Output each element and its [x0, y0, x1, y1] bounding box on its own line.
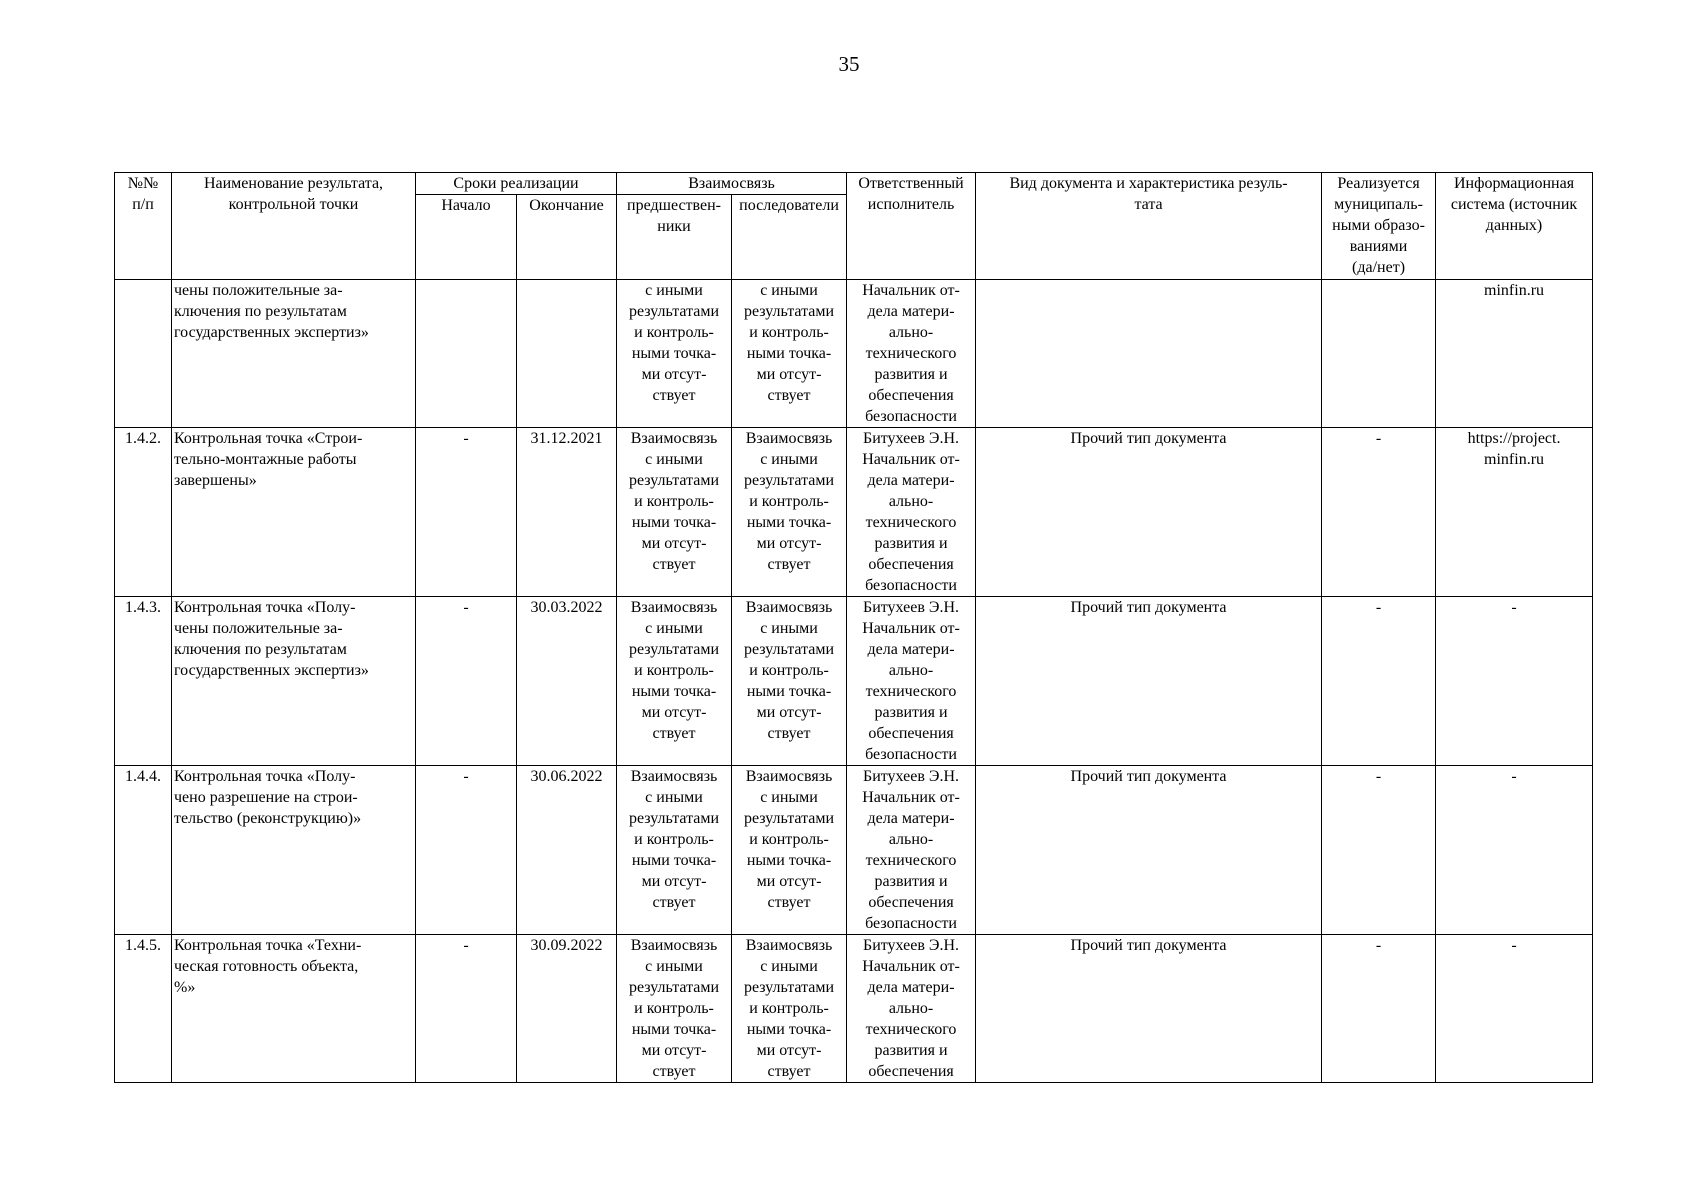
row-municipal: [1322, 280, 1436, 428]
header-end: Окончание: [517, 195, 617, 280]
row-doc-type: Прочий тип документа: [976, 935, 1322, 1083]
row-municipal: -: [1322, 428, 1436, 597]
row-num: [115, 280, 172, 428]
row-successors: с иными результатами и контроль- ными точка- ми отсут- ствует: [732, 280, 847, 428]
header-responsible: Ответственный исполнитель: [847, 173, 976, 280]
row-predecessors: с иными результатами и контроль- ными точка- ми отсут- ствует: [617, 280, 732, 428]
row-end: 30.03.2022: [517, 597, 617, 766]
header-relation: Взаимосвязь: [617, 173, 847, 195]
row-name: Контрольная точка «Строи- тельно-монтажные работы завершены»: [172, 428, 416, 597]
row-start: -: [416, 597, 517, 766]
header-successors: последователи: [732, 195, 847, 280]
table-row: [115, 428, 1593, 597]
row-successors: Взаимосвязь с иными результатами и контроль- ными точка- ми отсут- ствует: [732, 766, 847, 935]
row-start: -: [416, 428, 517, 597]
row-doc-type: Прочий тип документа: [976, 766, 1322, 935]
table-row: [115, 766, 1593, 935]
row-info-system: https://project. minfin.ru: [1436, 428, 1593, 597]
row-predecessors: Взаимосвязь с иными результатами и контроль- ными точка- ми отсут- ствует: [617, 935, 732, 1083]
row-responsible: Начальник от- дела матери- ально- технического развития и обеспечения безопасности: [847, 280, 976, 428]
header-predecessors: предшествен- ники: [617, 195, 732, 280]
header-terms: Сроки реализации: [416, 173, 617, 195]
table-row: [115, 280, 1593, 428]
row-doc-type: [976, 280, 1322, 428]
control-points-table: [114, 172, 1593, 1083]
row-end: 31.12.2021: [517, 428, 617, 597]
row-start: -: [416, 766, 517, 935]
row-name: чены положительные за- ключения по результатам государственных экспертиз»: [172, 280, 416, 428]
row-municipal: -: [1322, 935, 1436, 1083]
header-name: Наименование результата, контрольной точки: [172, 173, 416, 280]
header-start: Начало: [416, 195, 517, 280]
row-successors: Взаимосвязь с иными результатами и контроль- ными точка- ми отсут- ствует: [732, 428, 847, 597]
row-predecessors: Взаимосвязь с иными результатами и контроль- ными точка- ми отсут- ствует: [617, 766, 732, 935]
row-info-system: -: [1436, 766, 1593, 935]
row-info-system: -: [1436, 935, 1593, 1083]
row-doc-type: Прочий тип документа: [976, 597, 1322, 766]
row-name: Контрольная точка «Полу- чено разрешение на строи- тельство (реконструкцию)»: [172, 766, 416, 935]
table-row: [115, 935, 1593, 1083]
row-responsible: Битухеев Э.Н. Начальник от- дела матери- ально- технического развития и обеспечения безопасности: [847, 766, 976, 935]
row-responsible: Битухеев Э.Н. Начальник от- дела матери- ально- технического развития и обеспечения безопасности: [847, 428, 976, 597]
row-successors: Взаимосвязь с иными результатами и контроль- ными точка- ми отсут- ствует: [732, 935, 847, 1083]
header-municipal: Реализуется муниципаль- ными образо- ваниями (да/нет): [1322, 173, 1436, 280]
table-row: [115, 597, 1593, 766]
row-name: Контрольная точка «Техни- ческая готовность объекта, %»: [172, 935, 416, 1083]
header-doc-type: Вид документа и характеристика резуль- тата: [976, 173, 1322, 280]
row-num: 1.4.4.: [115, 766, 172, 935]
row-start: [416, 280, 517, 428]
row-predecessors: Взаимосвязь с иными результатами и контроль- ными точка- ми отсут- ствует: [617, 428, 732, 597]
row-start: -: [416, 935, 517, 1083]
row-end: [517, 280, 617, 428]
row-end: 30.09.2022: [517, 935, 617, 1083]
header-num: №№ п/п: [115, 173, 172, 280]
row-responsible: Битухеев Э.Н. Начальник от- дела матери- ально- технического развития и обеспечения безопасности: [847, 597, 976, 766]
row-responsible: Битухеев Э.Н. Начальник от- дела матери- ально- технического развития и обеспечения: [847, 935, 976, 1083]
row-successors: Взаимосвязь с иными результатами и контроль- ными точка- ми отсут- ствует: [732, 597, 847, 766]
page-number: 35: [838, 52, 860, 76]
row-municipal: -: [1322, 597, 1436, 766]
row-doc-type: Прочий тип документа: [976, 428, 1322, 597]
row-info-system: minfin.ru: [1436, 280, 1593, 428]
row-num: 1.4.2.: [115, 428, 172, 597]
row-num: 1.4.3.: [115, 597, 172, 766]
row-name: Контрольная точка «Полу- чены положительные за- ключения по результатам государственных экспертиз»: [172, 597, 416, 766]
row-info-system: -: [1436, 597, 1593, 766]
row-num: 1.4.5.: [115, 935, 172, 1083]
row-predecessors: Взаимосвязь с иными результатами и контроль- ными точка- ми отсут- ствует: [617, 597, 732, 766]
row-end: 30.06.2022: [517, 766, 617, 935]
row-municipal: -: [1322, 766, 1436, 935]
header-info-system: Информационная система (источник данных): [1436, 173, 1593, 280]
